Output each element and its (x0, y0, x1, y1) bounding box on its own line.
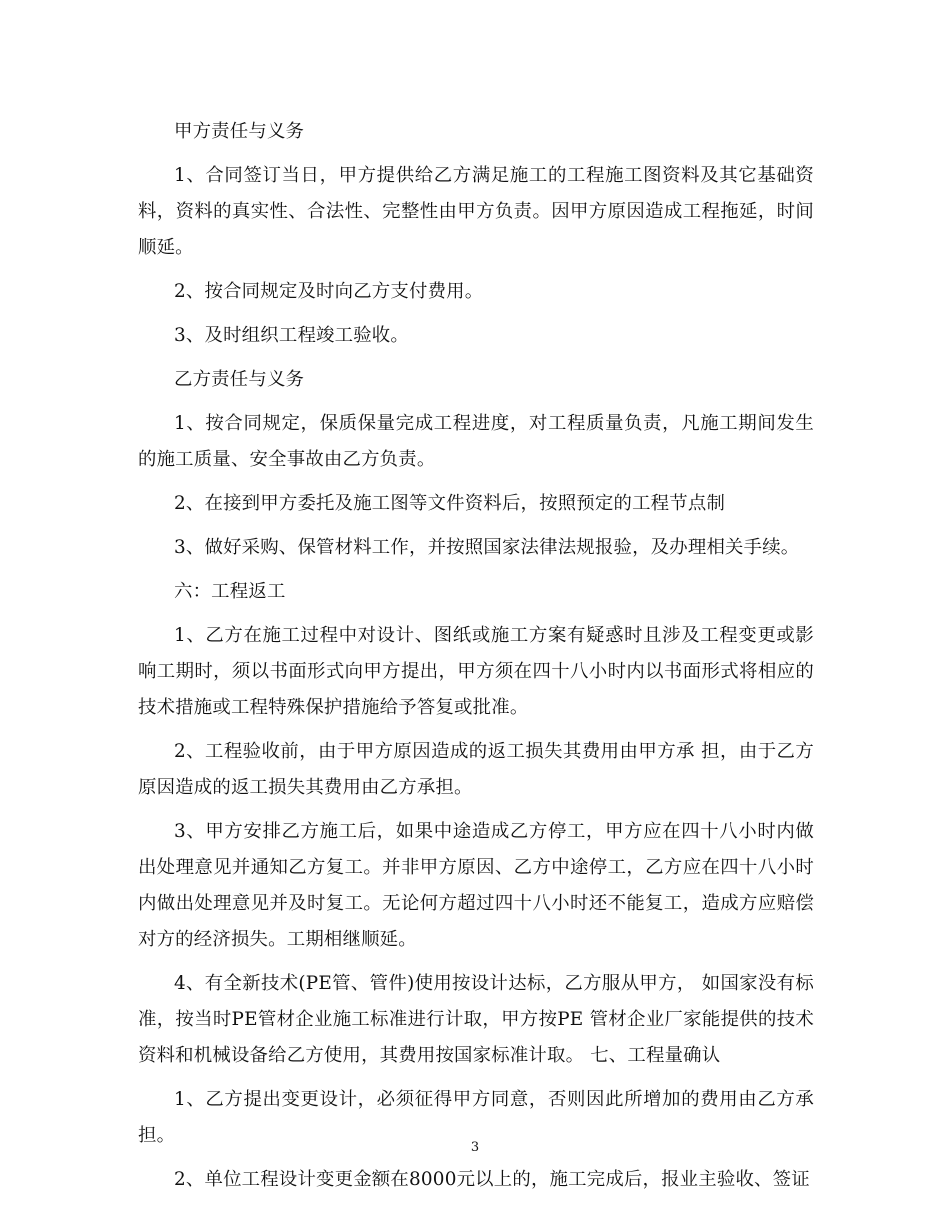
paragraph-a3: 3、及时组织工程竣工验收。 (174, 325, 409, 346)
paragraph-b2: 2、在接到甲方委托及施工图等文件资料后，按照预定的工程节点制 (174, 493, 726, 514)
paragraph-a1: 1、合同签订当日，甲方提供给乙方满足施工的工程施工图资料及其它基础资料，资料的真实性、合法性、完整性由甲方负责。因甲方原因造成工程拖延，时间顺延。 (138, 165, 814, 258)
paragraph-r3: 3、甲方安排乙方施工后，如果中途造成乙方停工，甲方应在四十八小时内做出处理意见并通知乙方复工。并非甲方原因、乙方中途停工，乙方应在四十八小时内做出处理意见并及时复工。无论何方超过四十八小时还不能复工，造成方应赔偿对方的经济损失。工期相继顺延。 (138, 821, 814, 950)
paragraph-r1: 1、乙方在施工过程中对设计、图纸或施工方案有疑惑时且涉及工程变更或影响工期时，须以书面形式向甲方提出，甲方须在四十八小时内以书面形式将相应的技术措施或工程特殊保护措施给予答复或批准。 (138, 625, 814, 718)
paragraph-q1: 1、乙方提出变更设计，必须征得甲方同意，否则因此所增加的费用由乙方承担。 (138, 1089, 814, 1146)
section-heading-party-a: 甲方责任与义务 (174, 121, 305, 142)
document-body (138, 114, 814, 1206)
paragraph-q2: 2、单位工程设计变更金额在8000元以上的，施工完成后，报业主验收、签证 (174, 1169, 810, 1190)
page-number: 3 (470, 1140, 480, 1155)
paragraph-a2: 2、按合同规定及时向乙方支付费用。 (174, 281, 484, 302)
section-heading-rework: 六：工程返工 (174, 581, 286, 602)
paragraph-b1: 1、按合同规定，保质保量完成工程进度，对工程质量负责，凡施工期间发生的施工质量、安全事故由乙方负责。 (138, 413, 814, 470)
paragraph-r2: 2、工程验收前，由于甲方原因造成的返工损失其费用由甲方承 担，由于乙方原因造成的返工损失其费用由乙方承担。 (138, 741, 814, 798)
section-heading-party-b: 乙方责任与义务 (174, 369, 305, 390)
paragraph-r4: 4、有全新技术(PE管、管件)使用按设计达标，乙方服从甲方， 如国家没有标准，按当时PE管材企业施工标准进行计取，甲方按PE 管材企业厂家能提供的技术资料和机械设备给乙方使用，其费用按国家标准计取。 七、工程量确认 (138, 973, 814, 1066)
paragraph-b3: 3、做好采购、保管材料工作，并按照国家法律法规报验，及办理相关手续。 (174, 537, 800, 558)
